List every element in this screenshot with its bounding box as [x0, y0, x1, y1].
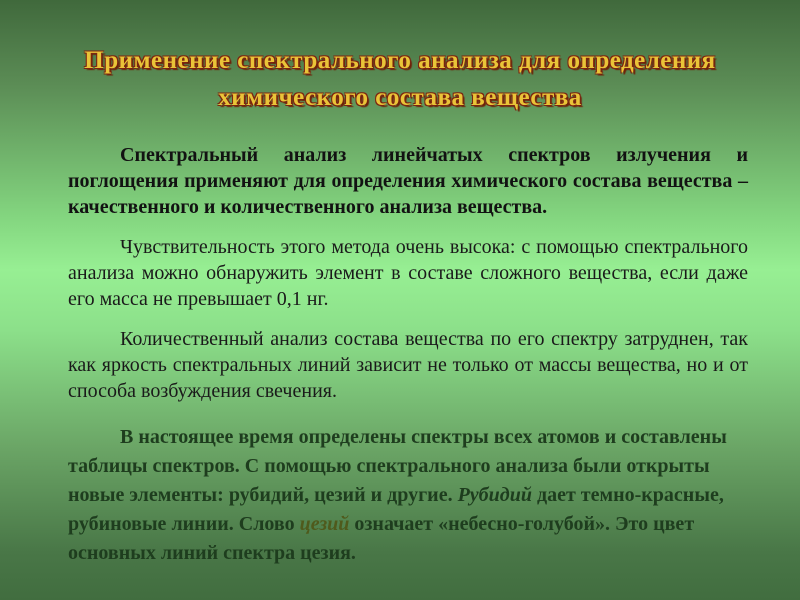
slide-title-line-2: химического состава вещества — [218, 84, 582, 111]
paragraph-method-sensitivity: Чувствительность этого метода очень высока: с помощью спектрального анализа можно обнаружить элемент в составе сложного вещества, если даже его масса не превышает 0,1 нг. — [68, 236, 748, 310]
paragraph-quantitative-analysis-difficulty: Количественный анализ состава вещества по его спектру затруднен, так как яркость спектральных линий зависит не только от массы вещества, но и от способа возбуждения свечения. — [68, 328, 748, 402]
slide-title-line-1: Применение спектрального анализа для определения — [84, 47, 716, 74]
slide-title — [0, 0, 800, 116]
paragraph-discovered-elements — [68, 423, 748, 568]
discovered-elements-text-3: означает «небесно-голубой». Это цвет основных линий спектра цезия. — [68, 513, 695, 564]
discovered-elements-text-1: В настоящее время определены спектры всех атомов и составлены таблицы спектров. С помощью спектрального анализа были открыты новые элементы: рубидий, цезий и другие. — [68, 426, 727, 506]
discovered-elements-text-2: дает темно-красные, рубиновые линии. Слово — [68, 484, 724, 535]
paragraph-spectral-analysis-definition: Спектральный анализ линейчатых спектров излучения и поглощения применяют для определения химического состава вещества – качественного и количественного анализа вещества. — [68, 144, 748, 218]
term-rubidium: Рубидий — [457, 484, 532, 506]
slide-body — [68, 142, 748, 568]
term-cesium: цезий — [299, 513, 350, 535]
